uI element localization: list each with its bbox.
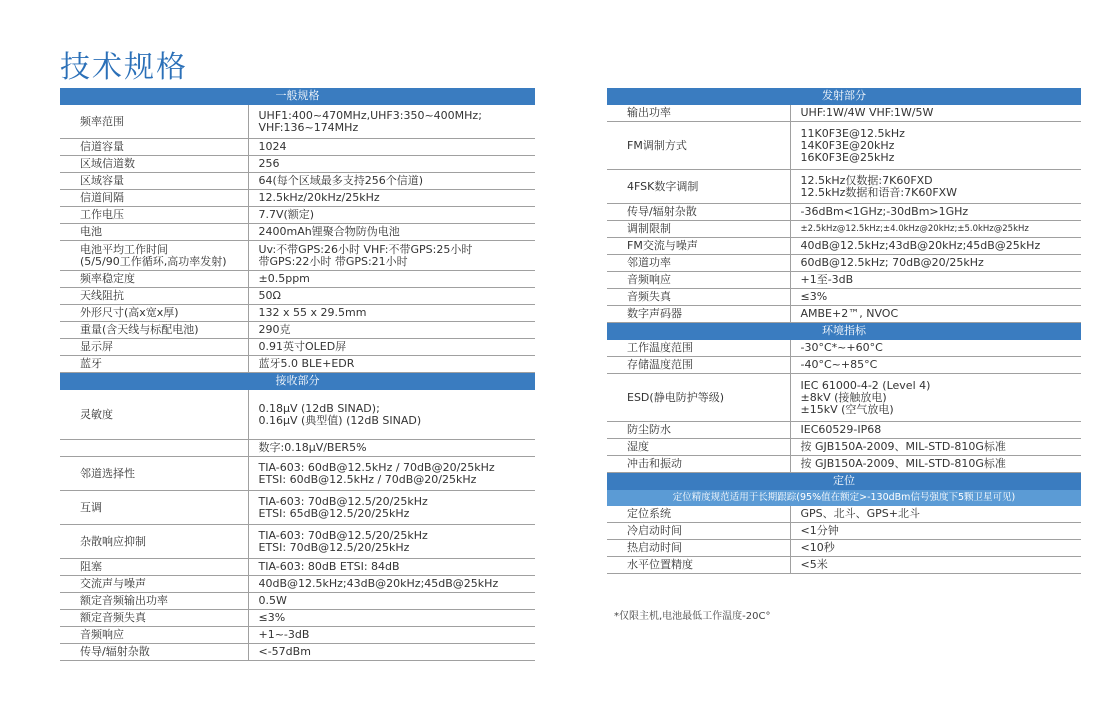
spec-label: 信道容量: [60, 139, 248, 156]
spec-value-line: Uv:不带GPS:26小时 VHF:不带GPS:25小时: [258, 242, 473, 256]
spec-value: [790, 523, 1081, 540]
spec-value-line: 256: [258, 157, 280, 170]
spec-row: [60, 559, 535, 576]
spec-row: [60, 576, 535, 593]
spec-row: [607, 204, 1081, 221]
spec-value: [248, 457, 535, 491]
spec-row: [60, 322, 535, 339]
section-note: [607, 490, 1081, 506]
spec-label: 区域信道数: [60, 156, 248, 173]
spec-value-line: 40dB@12.5kHz;43dB@20kHz;45dB@25kHz: [258, 577, 499, 590]
spec-label: 重量(含天线与标配电池): [60, 322, 248, 339]
spec-row: [60, 173, 535, 190]
spec-row: [60, 440, 535, 457]
spec-value: [790, 340, 1081, 357]
spec-value: [248, 610, 535, 627]
spec-value-line: AMBE+2™, NVOC: [800, 307, 899, 320]
spec-value: [248, 105, 535, 139]
spec-value-line: TIA-603: 80dB ETSI: 84dB: [258, 560, 400, 573]
spec-value: [248, 644, 535, 661]
spec-value-line: 40dB@12.5kHz;43dB@20kHz;45dB@25kHz: [800, 239, 1041, 252]
spec-value-line: UHF:1W/4W VHF:1W/5W: [800, 106, 934, 119]
spec-row: [607, 289, 1081, 306]
spec-value: [790, 456, 1081, 473]
spec-value: [248, 288, 535, 305]
spec-label: 邻道功率: [607, 255, 790, 272]
spec-value: [248, 322, 535, 339]
spec-row: [60, 593, 535, 610]
spec-label: 冲击和振动: [607, 456, 790, 473]
spec-value-line: -40°C~+85°C: [800, 358, 878, 371]
spec-label: 额定音频输出功率: [60, 593, 248, 610]
section-note-text: 定位精度规范适用于长期跟踪(95%值在额定>-130dBm信号强度下5颗卫星可见): [607, 490, 1081, 506]
spec-label: 防尘防水: [607, 422, 790, 439]
spec-row: [607, 221, 1081, 238]
spec-row: [60, 105, 535, 139]
spec-row: [607, 422, 1081, 439]
spec-value: [790, 557, 1081, 574]
spec-row: [607, 506, 1081, 523]
spec-label: 传导/辐射杂散: [60, 644, 248, 661]
spec-value-line: 64(每个区域最多支持256个信道): [258, 174, 424, 187]
spec-label: 邻道选择性: [60, 457, 248, 491]
spec-value: [790, 170, 1081, 204]
spec-value: [248, 525, 535, 559]
spec-row: [607, 374, 1081, 422]
spec-row: [607, 105, 1081, 122]
spec-label: 音频失真: [607, 289, 790, 306]
spec-value: [248, 271, 535, 288]
spec-value-line: 12.5kHz仅数据:7K60FXD: [800, 173, 933, 187]
spec-value-line: VHF:136~174MHz: [258, 120, 359, 134]
spec-value-line: IEC 61000-4-2 (Level 4): [800, 378, 931, 392]
spec-label: 区域容量: [60, 173, 248, 190]
spec-label: [60, 440, 248, 457]
spec-row: [607, 170, 1081, 204]
spec-label: 调制限制: [607, 221, 790, 238]
spec-value-line: 290克: [258, 323, 291, 336]
section-header: [607, 323, 1081, 340]
spec-value-line: <5米: [800, 558, 828, 571]
spec-label: 电池平均工作时间 (5/5/90工作循环,高功率发射): [60, 241, 248, 271]
spec-row: [60, 139, 535, 156]
spec-value-line: -36dBm<1GHz;-30dBm>1GHz: [800, 205, 969, 218]
spec-label: 频率范围: [60, 105, 248, 139]
spec-row: [607, 238, 1081, 255]
spec-value-line: 12.5kHz数据和语音:7K60FXW: [800, 185, 958, 199]
spec-value: [248, 627, 535, 644]
spec-value-line: 按 GJB150A-2009、MIL-STD-810G标准: [800, 440, 1006, 453]
spec-label: 杂散响应抑制: [60, 525, 248, 559]
spec-label: 灵敏度: [60, 390, 248, 440]
spec-value: [790, 255, 1081, 272]
spec-value-line: UHF1:400~470MHz,UHF3:350~400MHz;: [258, 108, 482, 122]
spec-row: [607, 357, 1081, 374]
spec-value-line: ≤3%: [800, 290, 828, 303]
spec-value-line: ±2.5kHz@12.5kHz;±4.0kHz@20kHz;±5.0kHz@25kHz: [800, 224, 1029, 234]
spec-value: [248, 173, 535, 190]
section-header: [607, 473, 1081, 490]
spec-value: [248, 190, 535, 207]
spec-row: [607, 456, 1081, 473]
spec-value-line: TIA-603: 60dB@12.5kHz / 70dB@20/25kHz: [258, 460, 495, 474]
spec-row: [60, 356, 535, 373]
spec-value-line: ±15kV (空气放电): [800, 402, 894, 416]
spec-value-line: 132 x 55 x 29.5mm: [258, 306, 367, 319]
spec-label: 数字声码器: [607, 306, 790, 323]
spec-label: 天线阻抗: [60, 288, 248, 305]
spec-value-line: 蓝牙5.0 BLE+EDR: [258, 357, 355, 370]
spec-value: [790, 357, 1081, 374]
spec-row: [60, 288, 535, 305]
spec-value-line: 12.5kHz/20kHz/25kHz: [258, 191, 380, 204]
spec-value-line: 0.16μV (典型值) (12dB SINAD): [258, 413, 422, 427]
section-header: [607, 88, 1081, 105]
spec-row: [60, 156, 535, 173]
section-header-label: 环境指标: [607, 323, 1081, 340]
spec-label: 水平位置精度: [607, 557, 790, 574]
spec-value: [248, 339, 535, 356]
spec-value: [790, 306, 1081, 323]
spec-value: [248, 390, 535, 440]
spec-row: [607, 122, 1081, 170]
spec-row: [60, 644, 535, 661]
spec-label: 显示屏: [60, 339, 248, 356]
spec-value: [790, 122, 1081, 170]
spec-value-line: TIA-603: 70dB@12.5/20/25kHz: [258, 528, 428, 542]
spec-value: [248, 576, 535, 593]
spec-value-line: 2400mAh锂聚合物防伪电池: [258, 225, 400, 238]
spec-value: [790, 439, 1081, 456]
spec-value-line: ETSI: 65dB@12.5/20/25kHz: [258, 506, 410, 520]
spec-value-line: 50Ω: [258, 289, 281, 302]
section-header-label: 发射部分: [607, 88, 1081, 105]
spec-value: [248, 559, 535, 576]
spec-row: [60, 610, 535, 627]
spec-row: [60, 207, 535, 224]
spec-table-right: [607, 88, 1081, 574]
spec-value: [790, 204, 1081, 221]
spec-value: [248, 356, 535, 373]
spec-label: ESD(静电防护等级): [607, 374, 790, 422]
spec-value-line: ≤3%: [258, 611, 286, 624]
spec-label: 频率稳定度: [60, 271, 248, 288]
spec-row: [607, 439, 1081, 456]
spec-value-line: <1分钟: [800, 524, 839, 537]
spec-value-line: -30°C*~+60°C: [800, 341, 883, 354]
spec-label: FM调制方式: [607, 122, 790, 170]
spec-value: [248, 207, 535, 224]
spec-value: [790, 422, 1081, 439]
spec-label: 定位系统: [607, 506, 790, 523]
spec-value-line: 11K0F3E@12.5kHz: [800, 126, 905, 140]
section-header: [60, 373, 535, 390]
spec-label: 冷启动时间: [607, 523, 790, 540]
footnote: *仅限主机,电池最低工作温度-20C°: [614, 611, 771, 622]
spec-value-line: <-57dBm: [258, 645, 311, 658]
spec-label: 工作温度范围: [607, 340, 790, 357]
spec-value-line: ETSI: 70dB@12.5/20/25kHz: [258, 540, 410, 554]
spec-row: [60, 627, 535, 644]
spec-label: 4FSK数字调制: [607, 170, 790, 204]
spec-table-left: [60, 88, 535, 661]
spec-row: [607, 557, 1081, 574]
spec-row: [60, 525, 535, 559]
spec-label: 湿度: [607, 439, 790, 456]
spec-row: [60, 457, 535, 491]
spec-value-line: 数字:0.18μV/BER5%: [258, 441, 367, 454]
section-header-label: 一般规格: [60, 88, 535, 105]
spec-value: [248, 156, 535, 173]
spec-value-line: TIA-603: 70dB@12.5/20/25kHz: [258, 494, 428, 508]
spec-value: [790, 238, 1081, 255]
spec-value-line: 60dB@12.5kHz; 70dB@20/25kHz: [800, 256, 984, 269]
spec-value: [790, 289, 1081, 306]
spec-label: 传导/辐射杂散: [607, 204, 790, 221]
section-header-label: 接收部分: [60, 373, 535, 390]
spec-label: 额定音频失真: [60, 610, 248, 627]
spec-value: [248, 491, 535, 525]
spec-label: 存储温度范围: [607, 357, 790, 374]
spec-value-line: 带GPS:22小时 带GPS:21小时: [258, 254, 408, 268]
spec-value-line: 0.18μV (12dB SINAD);: [258, 401, 380, 415]
spec-value-line: 7.7V(额定): [258, 208, 315, 221]
spec-row: [60, 271, 535, 288]
spec-label: 蓝牙: [60, 356, 248, 373]
spec-value: [790, 374, 1081, 422]
spec-value: [790, 105, 1081, 122]
spec-value-line: ETSI: 60dB@12.5kHz / 70dB@20/25kHz: [258, 472, 477, 486]
spec-value-line: IEC60529-IP68: [800, 423, 882, 436]
spec-value-line: 0.91英寸OLED屏: [258, 340, 347, 353]
spec-label: 热启动时间: [607, 540, 790, 557]
spec-value-line: ±8kV (接触放电): [800, 390, 887, 404]
spec-label: 信道间隔: [60, 190, 248, 207]
spec-value: [790, 272, 1081, 289]
spec-label: 阻塞: [60, 559, 248, 576]
spec-value-line: 按 GJB150A-2009、MIL-STD-810G标准: [800, 457, 1006, 470]
spec-value: [248, 305, 535, 322]
section-header-label: 定位: [607, 473, 1081, 490]
spec-value-line: +1至-3dB: [800, 273, 854, 286]
spec-value: [790, 540, 1081, 557]
spec-value: [248, 440, 535, 457]
spec-label: 外形尺寸(高x宽x厚): [60, 305, 248, 322]
page-title: 技术规格: [60, 50, 188, 85]
spec-row: [60, 339, 535, 356]
spec-value-line: +1~-3dB: [258, 628, 310, 641]
spec-label: 工作电压: [60, 207, 248, 224]
section-header: [60, 88, 535, 105]
spec-row: [60, 224, 535, 241]
spec-value-line: 1024: [258, 140, 287, 153]
spec-value-line: GPS、北斗、GPS+北斗: [800, 507, 920, 520]
spec-label: 电池: [60, 224, 248, 241]
spec-label: 互调: [60, 491, 248, 525]
spec-label: FM交流与噪声: [607, 238, 790, 255]
spec-row: [60, 241, 535, 271]
spec-label: 音频响应: [607, 272, 790, 289]
spec-value-line: <10秒: [800, 541, 835, 554]
spec-label: 输出功率: [607, 105, 790, 122]
spec-value: [248, 224, 535, 241]
spec-value-line: 14K0F3E@20kHz: [800, 138, 895, 152]
spec-value: [248, 241, 535, 271]
spec-value-line: 16K0F3E@25kHz: [800, 150, 895, 164]
spec-row: [60, 390, 535, 440]
spec-row: [60, 305, 535, 322]
spec-row: [607, 255, 1081, 272]
spec-label: 交流声与噪声: [60, 576, 248, 593]
spec-row: [607, 523, 1081, 540]
spec-value: [790, 506, 1081, 523]
spec-value-line: ±0.5ppm: [258, 272, 310, 285]
spec-value-line: 0.5W: [258, 594, 287, 607]
spec-row: [607, 540, 1081, 557]
spec-row: [60, 190, 535, 207]
spec-row: [607, 306, 1081, 323]
spec-row: [607, 340, 1081, 357]
spec-value: [248, 593, 535, 610]
spec-row: [607, 272, 1081, 289]
spec-value: [790, 221, 1081, 238]
spec-value: [248, 139, 535, 156]
spec-label: 音频响应: [60, 627, 248, 644]
spec-row: [60, 491, 535, 525]
